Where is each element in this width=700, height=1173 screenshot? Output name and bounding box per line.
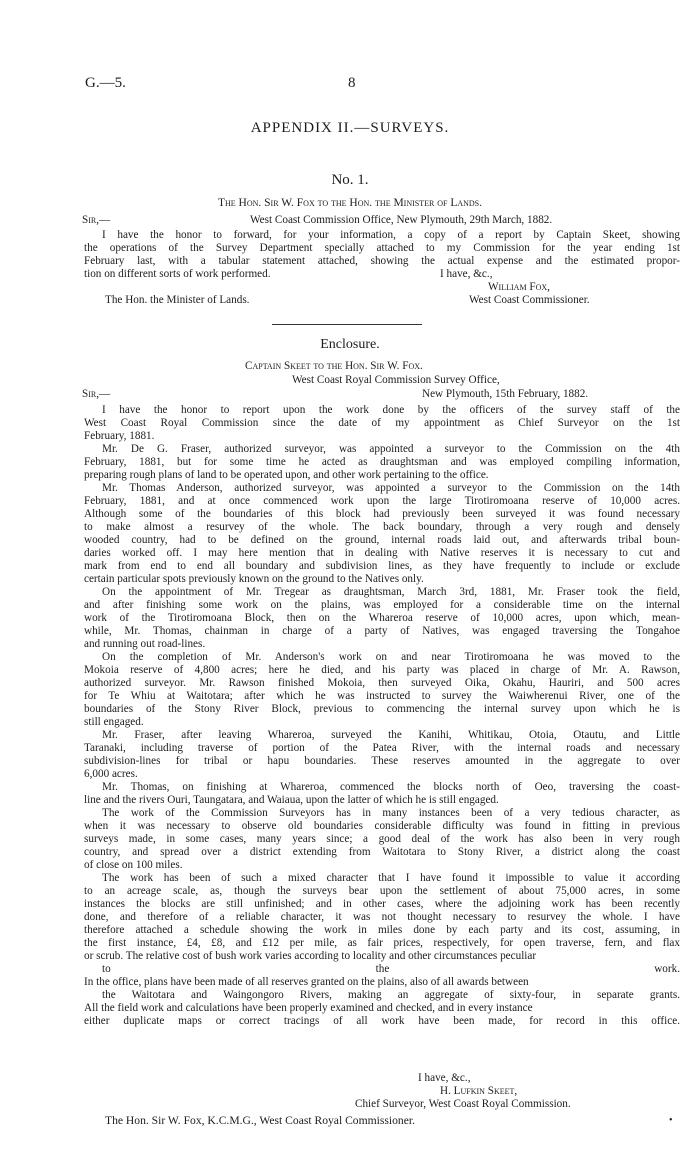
letter-line: the operations of the Survey Department specially attached to my Commission for the year ending 1st: [84, 242, 680, 254]
letter-salutation: Sir,—: [82, 214, 111, 226]
letter-from-to: The Hon. Sir W. Fox to the Hon. the Minister of Lands.: [217, 197, 482, 209]
enclosure-line: either duplicate maps or correct tracings of all work have been made, for record in this office.: [84, 1015, 680, 1027]
letter-line: February last, with a tabular statement attached, showing the actual expense and the estimated propor-: [84, 255, 680, 267]
enclosure-line: surveys made, in some cases, many years since; a good deal of the work has also been in very rough: [84, 833, 680, 845]
enclosure-line: In the office, plans have been made of all reserves granted on the plains, also of all awards between: [84, 976, 529, 988]
enclosure-line: instances the blocks are still unfinished; and in other cases, where the adjoining work has been recently: [84, 898, 680, 910]
enclosure-office: West Coast Royal Commission Survey Office,: [292, 374, 500, 386]
page-number: 8: [348, 75, 356, 91]
letter-signature: William Fox,: [488, 281, 550, 293]
letter-line: tion on different sorts of work performed.: [84, 268, 271, 280]
enclosure-line: Taranaki, including traverse of portion of the Patea River, with the internal roads and necessary: [84, 742, 680, 754]
enclosure-line: subdivision-lines for tribal or hapu boundaries. These reserves amounted in the aggregate to over: [84, 755, 680, 767]
section-divider: [272, 324, 422, 325]
enclosure-signatory-title: Chief Surveyor, West Coast Royal Commission.: [355, 1098, 571, 1110]
enclosure-line: Although some of the boundaries of this block had previously been surveyed it was found necessary: [84, 508, 680, 520]
letter-line: I have the honor to forward, for your information, a copy of a report by Captain Skeet, showing: [102, 229, 680, 241]
enclosure-line: when it was necessary to observe old boundaries considerable difficulty was found in fitting in previous: [84, 820, 680, 832]
enclosure-line: authorized surveyor. Mr. Rawson finished Mokoia, then surveyed Oika, Okahu, Hauriri, and 500 acres: [84, 677, 680, 689]
enclosure-line: to make almost a resurvey of the whole. The back boundary, through a very rough and densely: [84, 521, 680, 533]
enclosure-line: February, 1881, but for some time he acted as draughtsman and was employed compiling information,: [84, 456, 680, 468]
enclosure-line: country, and spread over a district extending from Waitotara to Stony River, a district along the coast: [84, 846, 680, 858]
enclosure-line: the first instance, £4, £8, and £12 per mile, as fair prices, respectively, for open traverse, fern, and flax: [84, 937, 680, 949]
enclosure-place-date: New Plymouth, 15th February, 1882.: [422, 388, 589, 400]
enclosure-line: The work has been of such a mixed character that I have found it impossible to value it according: [102, 872, 680, 884]
enclosure-from-to: Captain Skeet to the Hon. Sir W. Fox.: [245, 360, 423, 372]
enclosure-line: Mr. Thomas Anderson, authorized surveyor, was appointed a surveyor to the Commission on the 14th: [102, 482, 680, 494]
enclosure-line: February, 1881.: [84, 430, 155, 442]
enclosure-line: the Waitotara and Waingongoro Rivers, making an aggregate of sixty-four, in separate grants.: [102, 989, 680, 1001]
enclosure-line: or scrub. The relative cost of bush work varies according to locality and other circumstances peculiar: [84, 950, 537, 962]
enclosure-line: work of the Tirotiromoana Block, then on the Wharerоa reserve of 10,000 acres, upon which, mean-: [84, 612, 680, 624]
enclosure-line: and after finishing some work on the plains, was employed for a considerable time on the internal: [84, 599, 680, 611]
enclosure-line: On the appointment of Mr. Tregear as draughtsman, March 3rd, 1881, Mr. Fraser took the field,: [102, 586, 680, 598]
enclosure-line: preparing rough plans of land to be operated upon, and other work pertaining to the office.: [84, 469, 489, 481]
appendix-title: APPENDIX II.—SURVEYS.: [250, 120, 450, 136]
letter-address: West Coast Commission Office, New Plymouth, 29th March, 1882.: [250, 214, 553, 226]
enclosure-line: 6,000 acres.: [84, 768, 138, 780]
letter-number-heading: No. 1.: [331, 172, 369, 188]
enclosure-line: daries worked off. I may here mention that in dealing with Native reserves it is necessary to cut and: [84, 547, 680, 559]
enclosure-line: All the field work and calculations have been properly examined and checked, and in every instance: [84, 1002, 533, 1014]
enclosure-line: Mokoia reserve of 4,800 acres; here he died, and his party was placed in charge of Mr. A. Rawson,: [84, 664, 680, 676]
enclosure-salutation: Sir,—: [82, 388, 111, 400]
enclosure-signature: H. Lufkin Skeet,: [440, 1085, 518, 1097]
enclosure-line: still engaged.: [84, 716, 144, 728]
enclosure-line: West Coast Royal Commission since the date of my appointment as Chief Surveyor on the 1st: [84, 417, 680, 429]
enclosure-line: February, 1881, and at once commenced work upon the large Tirotiromoana reserve of 10,000 acres.: [84, 495, 680, 507]
enclosure-line: wooded country, had to be defined on the ground, internal roads laid out, and afterwards tribal boun-: [84, 534, 680, 546]
letter-addressee: The Hon. the Minister of Lands.: [105, 294, 250, 306]
enclosure-line: Mr. Thomas, on finishing at Whareroa, commenced the blocks north of Oeo, traversing the coast-: [102, 781, 680, 793]
enclosure-line: mark from end to end all boundary and subdivision lines, as they have frequently to include or exclude: [84, 560, 680, 572]
page-code: G.—5.: [85, 75, 126, 91]
enclosure-line: certain particular spots previously known on the ground to the Natives only.: [84, 573, 424, 585]
enclosure-line: Mr. Fraser, after leaving Whareroa, surveyed the Kanihi, Whitikau, Otoia, Otautu, and Little: [102, 729, 680, 741]
enclosure-line: for Te Whiu at Waitotara; after which he was instructed to survey the Waiwherenui River, one of the: [84, 690, 680, 702]
enclosure-line: I have the honor to report upon the work done by the officers of the survey staff of the: [102, 404, 680, 416]
enclosure-line: line and the rivers Ouri, Taungatara, and Waiaua, upon the latter of which he is still engaged.: [84, 794, 499, 806]
letter-closing: I have, &c.,: [440, 268, 493, 280]
enclosure-line: to an acreage scale, as, though the surveys bear upon the settlement of about 75,000 acres, in some: [84, 885, 680, 897]
enclosure-line: of close on 100 miles.: [84, 859, 183, 871]
enclosure-heading: Enclosure.: [320, 337, 380, 352]
enclosure-line: to the work.: [102, 963, 680, 975]
enclosure-line: therefore attached a schedule showing the work in miles done by each party and its cost, assuming, in: [84, 924, 680, 936]
enclosure-line: done, and therefore of a reliable character, it was not thought necessary to resurvey the whole. I have: [84, 911, 680, 923]
enclosure-line: boundaries of the Stony River Block, previous to commencing the internal survey upon which he is: [84, 703, 680, 715]
margin-mark: •: [669, 1115, 673, 1126]
letter-signatory-title: West Coast Commissioner.: [469, 294, 590, 306]
enclosure-line: On the completion of Mr. Anderson's work on and near Tirotiromoana he was moved to the: [102, 651, 680, 663]
enclosure-addressee: The Hon. Sir W. Fox, K.C.M.G., West Coast Royal Commissioner.: [105, 1114, 415, 1127]
enclosure-line: The work of the Commission Surveyors has in many instances been of a very tedious character, as: [102, 807, 680, 819]
enclosure-line: and running out road-lines.: [84, 638, 206, 650]
enclosure-closing: I have, &c.,: [418, 1072, 471, 1084]
enclosure-line: while, Mr. Thomas, chainman in charge of a party of Natives, was engaged traversing the Tongahoe: [84, 625, 680, 637]
enclosure-line: Mr. De G. Fraser, authorized surveyor, was appointed a surveyor to the Commission on the 4th: [102, 443, 680, 455]
